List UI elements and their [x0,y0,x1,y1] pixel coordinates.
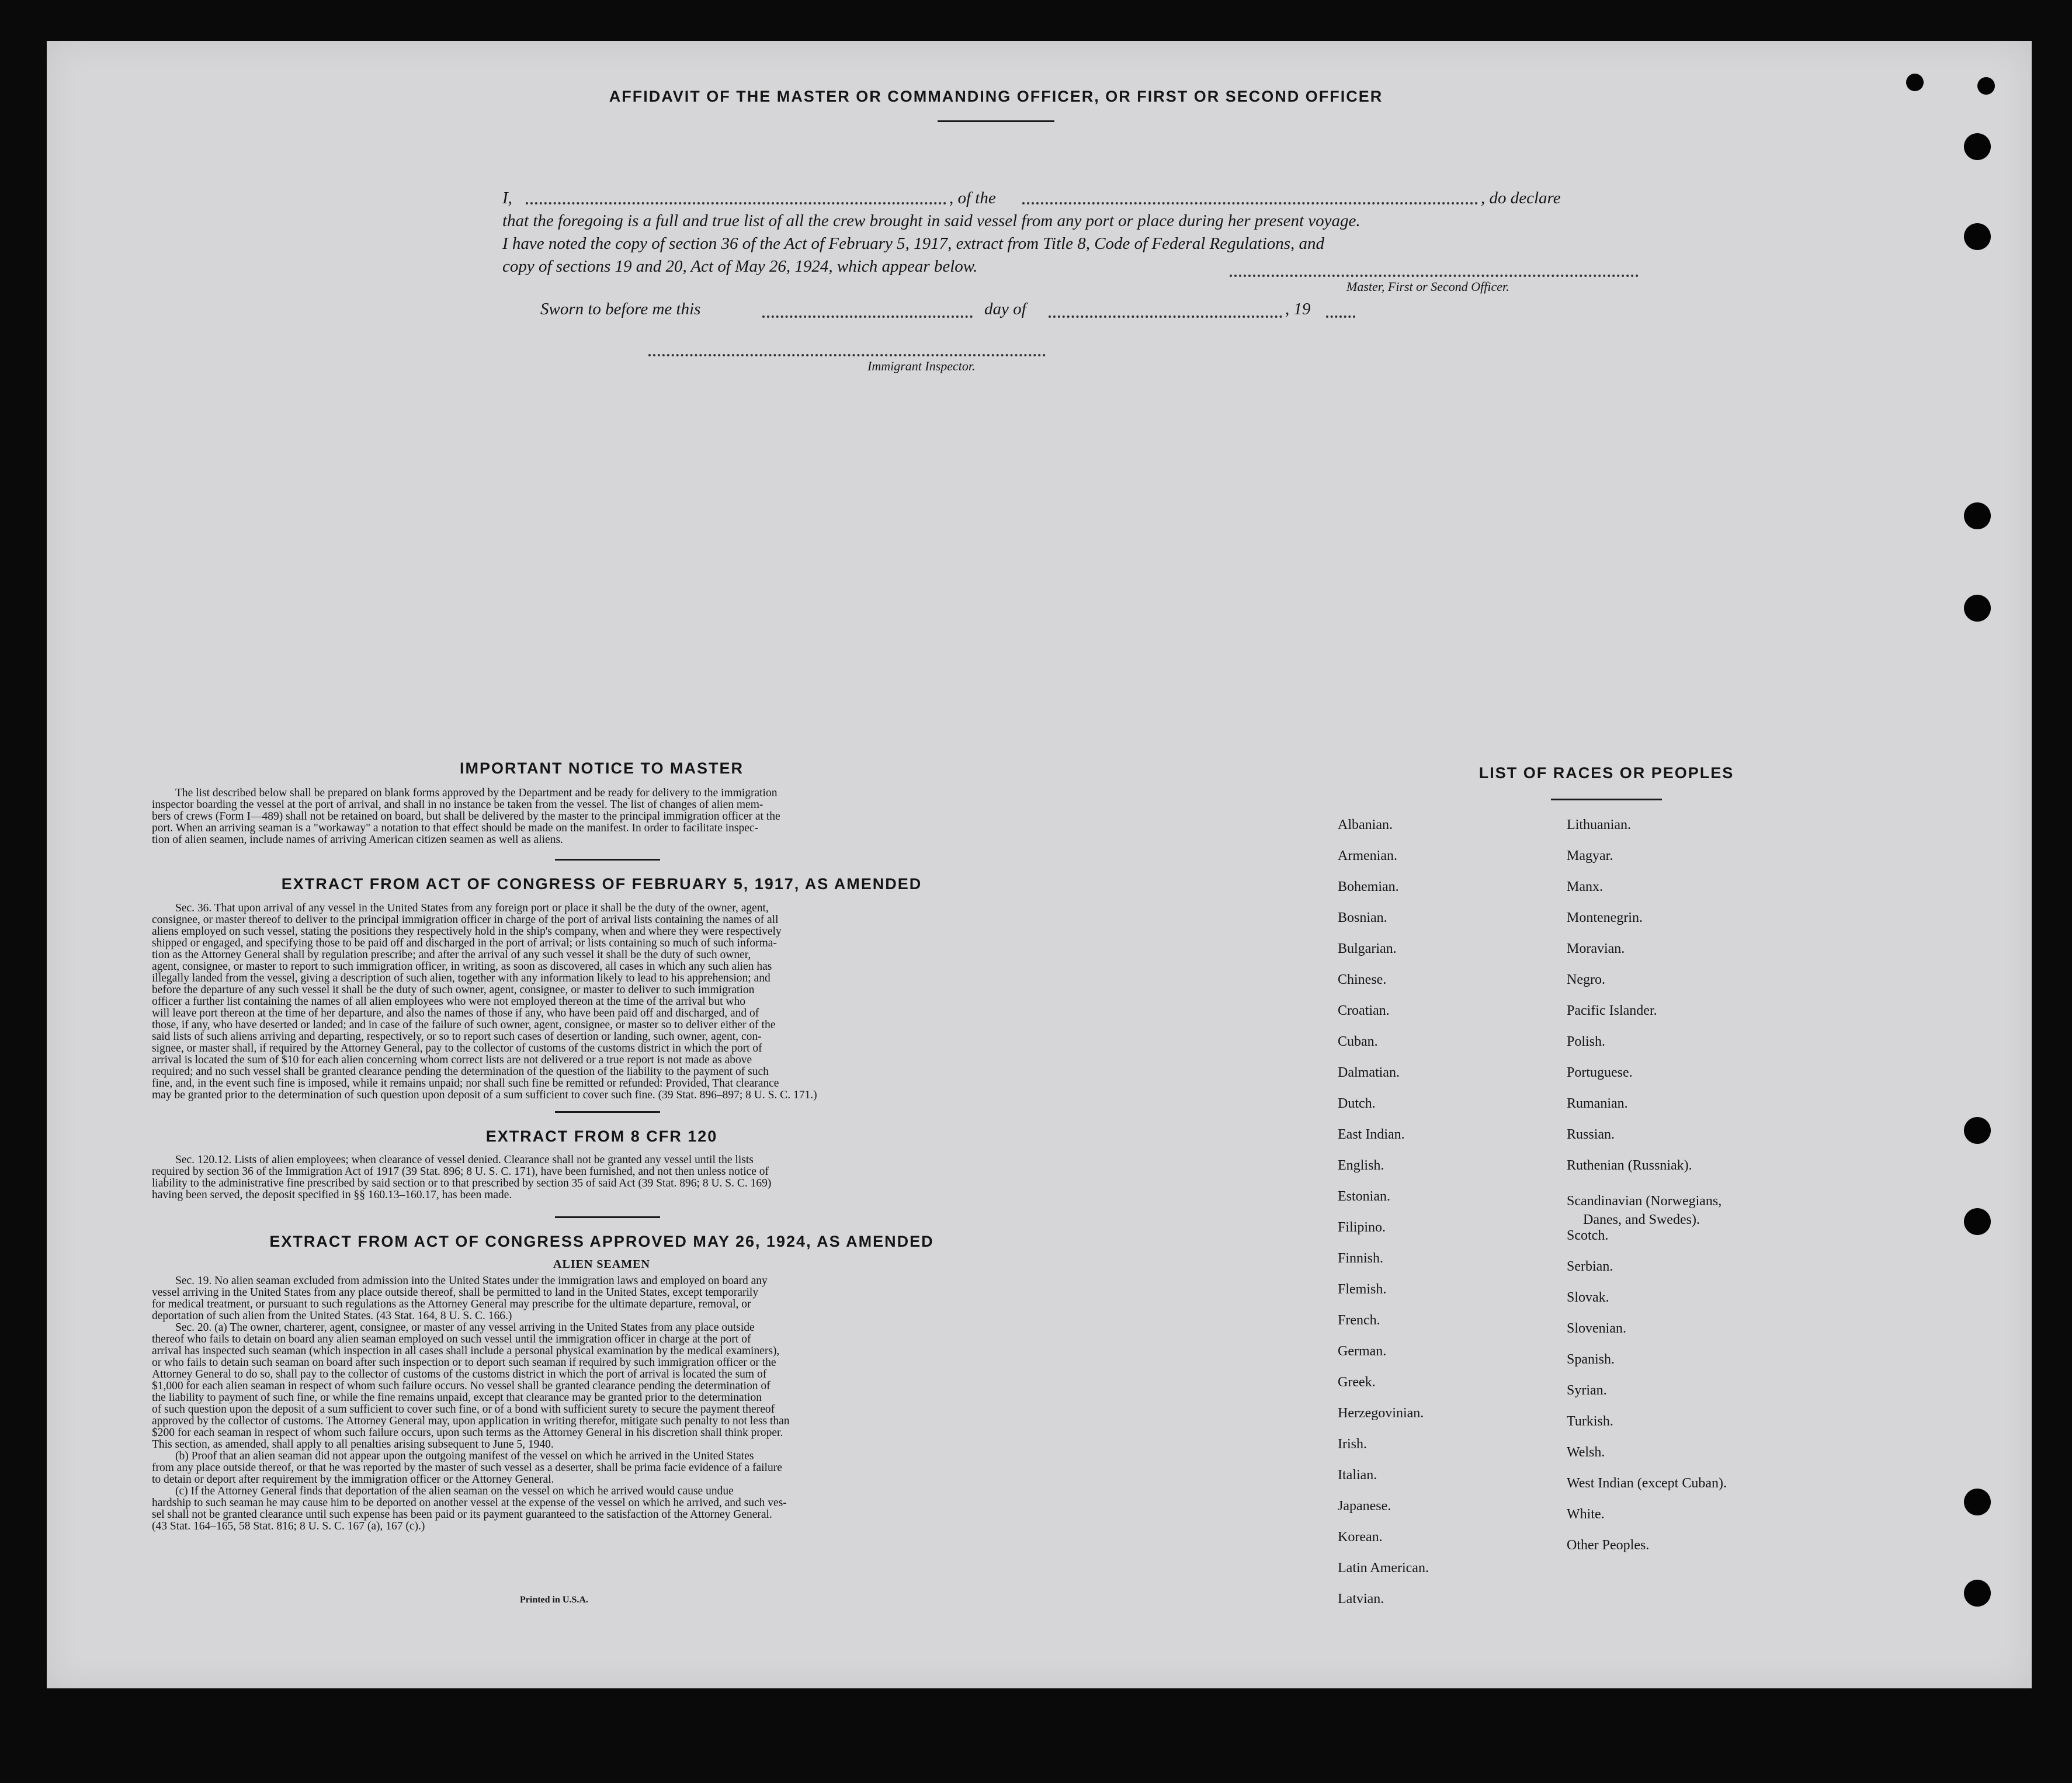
punch-hole [1977,77,1995,95]
declaration-line [502,187,1671,210]
extract-line: consignee, or master thereof to deliver to the principal immigration officer in charge of the port of arrival lists containing the names of all [152,914,779,926]
declaration-text: that the foregoing is a full and true list of all the crew brought in said vessel from any port or place during her present voyage. [502,211,1360,230]
extract-line: tion as the Attorney General shall by regulation prescribe; and after the arrival of any such vessel it shall be the duty of such owner, [152,949,751,961]
extract-line: for medical treatment, or pursuant to such regulations as the Attorney General may prescribe for the ultimate departure, removal, or [152,1298,751,1310]
races-list [1338,818,1922,1665]
notice-text [152,788,1034,846]
affidavit-body [502,187,1671,278]
race-item: Japanese. [1338,1498,1391,1514]
race-item: Bulgarian. [1338,941,1397,956]
sworn-year: , 19 [1285,300,1311,318]
race-item: Korean. [1338,1529,1383,1545]
divider [555,1111,660,1113]
extract-1924-text [152,1275,1034,1532]
affidavit-title: AFFIDAVIT OF THE MASTER OR COMMANDING OFFICER, OR FIRST OR SECOND OFFICER [609,88,1383,105]
punch-hole [1964,1117,1991,1144]
form-page [47,41,2032,1688]
race-item: Latin American. [1338,1560,1429,1576]
extract-line: shipped or engaged, and specifying those to be paid off and discharged in the port of arrival; or lists containing so much of such informa- [152,937,777,949]
extract-line: said lists of such aliens arriving and departing, respectively, or so to report such cases of desertion or landing, such owner, agent, con- [152,1031,762,1043]
extract-line: of such question upon the deposit of a sum sufficient to cover such fine, or of a bond with sufficient surety to secure the payment thereof [152,1403,775,1416]
notice-line: The list described below shall be prepared on blank forms approved by the Department and be ready for delivery to the immigration [175,787,778,799]
race-item: Dutch. [1338,1096,1376,1111]
declaration-text: copy of sections 19 and 20, Act of May 26, 1924, which appear below. [502,257,978,276]
extract-line: Sec. 36. That upon arrival of any vessel in the United States from any foreign port or place it shall be the duty of the owner, agent, [175,902,769,914]
extract-line: This section, as amended, shall apply to all penalties arising subsequent to June 5, 1940. [152,1438,554,1451]
race-item: Syrian. [1567,1383,1607,1398]
extract-line: agent, consignee, or master to report to such immigration officer, in writing, as soon as discovered, all cases in which any such alien has [152,960,772,973]
extract-1917-title: EXTRACT FROM ACT OF CONGRESS OF FEBRUARY 5, 1917, AS AMENDED [281,875,922,893]
extract-line: from any place outside thereof, or that he was reported by the master of such vessel as a deserter, shall be prima facie evidence of a failure [152,1462,782,1474]
notice-title: IMPORTANT NOTICE TO MASTER [460,759,744,777]
extract-line: illegally landed from the vessel, giving a description of such alien, together with any information likely to lead to his apprehension; and [152,972,771,984]
race-item: Moravian. [1567,941,1625,956]
race-item: Filipino. [1338,1220,1386,1235]
punch-hole [1964,502,1991,529]
race-item: Portuguese. [1567,1065,1633,1080]
race-item: Spanish. [1567,1352,1615,1367]
race-item: Chinese. [1338,972,1387,987]
race-item: Albanian. [1338,817,1393,832]
extract-line: before the departure of any such vessel it shall be the duty of such owner, agent, consignee, or master to deliver to such immigration [152,984,755,996]
extract-line: or who fails to detain such seaman on board after such inspection or to deport such seaman if required by such immigration officer or the [152,1357,776,1369]
race-item: Armenian. [1338,848,1397,863]
extract-line: $200 for each seaman in respect of whom such failure occurs, upon such terms as the Attorney General in his discretion shall think proper. [152,1427,783,1439]
extract-line: required; and no such vessel shall be granted clearance pending the determination of the question of the liability to the payment of such [152,1066,769,1078]
extract-1917-text [152,903,1034,1101]
inspector-label: Immigrant Inspector. [867,359,976,373]
race-item: Bohemian. [1338,879,1399,894]
extract-line: arrival has inspected such seaman (which inspection in all cases shall include a personal physical examination by the medical examiners), [152,1345,780,1357]
race-item: Scotch. [1567,1228,1609,1243]
race-item: Estonian. [1338,1189,1390,1204]
master-signature-field[interactable] [1230,275,1639,277]
cfr-text [152,1154,1034,1201]
race-item: Turkish. [1567,1414,1613,1429]
punch-hole [1964,133,1991,160]
race-item: Other Peoples. [1567,1538,1650,1553]
race-item: Finnish. [1338,1251,1384,1266]
cfr-line: Sec. 120.12. Lists of alien employees; when clearance of vessel denied. Clearance shall not be granted any vessel until the lists [175,1154,754,1166]
punch-hole [1906,74,1924,91]
race-item: Magyar. [1567,848,1613,863]
sworn-day-of: day of [984,300,1026,318]
race-item: Lithuanian. [1567,817,1631,832]
race-item: Slovenian. [1567,1321,1626,1336]
extract-line: officer a further list containing the names of all alien employees who were not employed thereon at the time of the arrival but who [152,995,746,1008]
inspector-signature-field[interactable] [648,354,1046,356]
cfr-title: EXTRACT FROM 8 CFR 120 [485,1128,718,1145]
race-item: Ruthenian (Russniak). [1567,1158,1692,1173]
extract-line: $1,000 for each alien seaman in respect of whom such failure occurs. No vessel shall be granted clearance pending the determination of [152,1380,771,1392]
extract-line: fine, and, in the event such fine is imposed, while it remains unpaid; nor shall such fine be remitted or refunded: Provided, That clearance [152,1077,779,1090]
race-item: Irish. [1338,1437,1367,1452]
notice-line: tion of alien seamen, include names of arriving American citizen seamen as well as aliens. [152,834,563,846]
extract-line: sel shall not be granted clearance until such expense has been paid or its payment guaranteed to the satisfaction of the Attorney General. [152,1508,772,1521]
declaration-text: I have noted the copy of section 36 of the Act of February 5, 1917, extract from Title 8, Code of Federal Regulations, and [502,234,1325,253]
extract-line: Attorney General to do so, shall pay to the collector of customs of the customs district in which the port of arrival is located the sum of [152,1368,767,1380]
race-item: Serbian. [1567,1259,1613,1274]
races-title: LIST OF RACES OR PEOPLES [1478,764,1734,782]
sworn-day-field[interactable] [762,315,973,318]
race-item: Slovak. [1567,1290,1609,1305]
race-item: Greek. [1338,1375,1376,1390]
declaration-i: I, [502,189,512,207]
extract-1924-title: EXTRACT FROM ACT OF CONGRESS APPROVED MAY 26, 1924, AS AMENDED [269,1233,934,1250]
race-item: German. [1338,1344,1387,1359]
extract-line: vessel arriving in the United States from any place outside thereof, shall be permitted to land in the United States, except temporarily [152,1286,759,1299]
notice-line: inspector boarding the vessel at the port of arrival, and shall in no instance be taken from the vessel. The list of changes of alien mem- [152,799,763,811]
punch-hole [1964,1208,1991,1235]
extract-line: those, if any, who have deserted or landed; and in case of the failure of such owner, agent, consignee, or master so to deliver either of the [152,1019,776,1031]
race-item: French. [1338,1313,1380,1328]
race-item: English. [1338,1158,1384,1173]
race-item: Negro. [1567,972,1605,987]
race-item: Polish. [1567,1034,1606,1049]
extract-line: to detain or deport after requirement by the immigration officer or the Attorney General. [152,1473,554,1486]
extract-line: deportation of such alien from the United States. (43 Stat. 164, 8 U. S. C. 166.) [152,1310,512,1322]
extract-line: the liability to payment of such fine, or while the fine remains unpaid, except that clearance may be granted prior to the determination [152,1392,762,1404]
race-item: Montenegrin. [1567,910,1643,925]
race-item: Rumanian. [1567,1096,1628,1111]
race-item: Dalmatian. [1338,1065,1400,1080]
race-item: Cuban. [1338,1034,1378,1049]
sworn-year-field[interactable] [1326,315,1355,318]
race-item: Italian. [1338,1468,1377,1483]
race-item: Pacific Islander. [1567,1003,1657,1018]
race-item: Scandinavian (Norwegians, [1567,1194,1722,1209]
printed-in-usa: Printed in U.S.A. [520,1595,588,1605]
race-item: Latvian. [1338,1591,1384,1607]
divider [555,1216,660,1218]
extract-line: (43 Stat. 164–165, 58 Stat. 816; 8 U. S. C. 167 (a), 167 (c).) [152,1520,425,1532]
master-name-field[interactable] [526,202,946,204]
cfr-line: required by section 36 of the Immigration Act of 1917 (39 Stat. 896; 8 U. S. C. 171), have been furnished, and not then unless notice of [152,1165,769,1178]
race-item: Manx. [1567,879,1603,894]
declaration-of-the: , of the [949,189,996,207]
race-item: Bosnian. [1338,910,1387,925]
extract-line: approved by the collector of customs. The Attorney General may, upon application in writing therefor, mitigate such penalty to not less than [152,1415,790,1427]
race-item: Russian. [1567,1127,1615,1142]
divider [555,859,660,861]
sworn-text: Sworn to before me this [540,300,701,318]
notice-line: port. When an arriving seaman is a "workaway" a notation to that effect should be made on the manifest. In order to facilitate inspec- [152,822,759,834]
master-signature-label: Master, First or Second Officer. [1346,279,1509,294]
extract-line: aliens employed on such vessel, stating the positions they respectively hold in the ship's company, when and where they were respectively [152,925,782,938]
notice-line: bers of crews (Form I—489) shall not be retained on board, but shall be delivered by the master to the principal immigration officer at the [152,810,780,823]
divider [1551,799,1662,800]
extract-line: will leave port thereon at the time of her departure, and also the names of those if any, who have been paid off and discharged, and of [152,1007,759,1019]
cfr-line: having been served, the deposit specified in §§ 160.13–160.17, has been made. [152,1189,512,1201]
race-item: East Indian. [1338,1127,1405,1142]
extract-line: may be granted prior to the determination of such question upon deposit of a sum sufficient to cover such fine. (39 Stat. 896–897; 8 U. S. C. 171.) [152,1089,817,1101]
punch-hole [1964,1580,1991,1607]
extract-line: (c) If the Attorney General finds that deportation of the alien seaman on the vessel on which he arrived would cause undue [175,1485,734,1497]
extract-line: arrival is located the sum of $10 for each alien concerning whom correct lists are not delivered or a true report is not made as above [152,1054,752,1066]
extract-line: Sec. 20. (a) The owner, charterer, agent, consignee, or master of any vessel arriving in the United States from any place outside [175,1321,755,1334]
punch-hole [1964,223,1991,250]
divider [938,120,1054,122]
punch-hole [1964,595,1991,622]
race-item: Flemish. [1338,1282,1387,1297]
extract-line: thereof who fails to detain on board any alien seaman employed on such vessel until the immigration officer in charge at the port of [152,1333,751,1345]
race-item: White. [1567,1507,1605,1522]
alien-seamen-subtitle: ALIEN SEAMEN [553,1258,650,1271]
extract-line: signee, or master shall, if required by the Attorney General, pay to the collector of customs of the customs district in which the port of [152,1042,762,1054]
race-item: Welsh. [1567,1445,1605,1460]
punch-hole [1964,1489,1991,1515]
declaration-do-declare: , do declare [1481,189,1561,207]
extract-line: hardship to such seaman he may cause him to be deported on another vessel at the expense of the vessel on which he arrived, and such ves- [152,1497,787,1509]
cfr-line: liability to the administrative fine prescribed by said section or to that prescribed by section 35 of said Act (39 Stat. 896; 8 U. S. C. 169) [152,1177,772,1189]
extract-line: (b) Proof that an alien seaman did not appear upon the outgoing manifest of the vessel on which he arrived in the United States [175,1450,754,1462]
sworn-month-field[interactable] [1049,315,1282,318]
race-item: West Indian (except Cuban). [1567,1476,1727,1491]
race-item: Croatian. [1338,1003,1390,1018]
vessel-name-field[interactable] [1022,202,1478,204]
extract-line: Sec. 19. No alien seaman excluded from admission into the United States under the immigration laws and employed on board any [175,1275,768,1287]
race-item: Herzegovinian. [1338,1406,1424,1421]
race-item: Danes, and Swedes). [1583,1212,1700,1227]
